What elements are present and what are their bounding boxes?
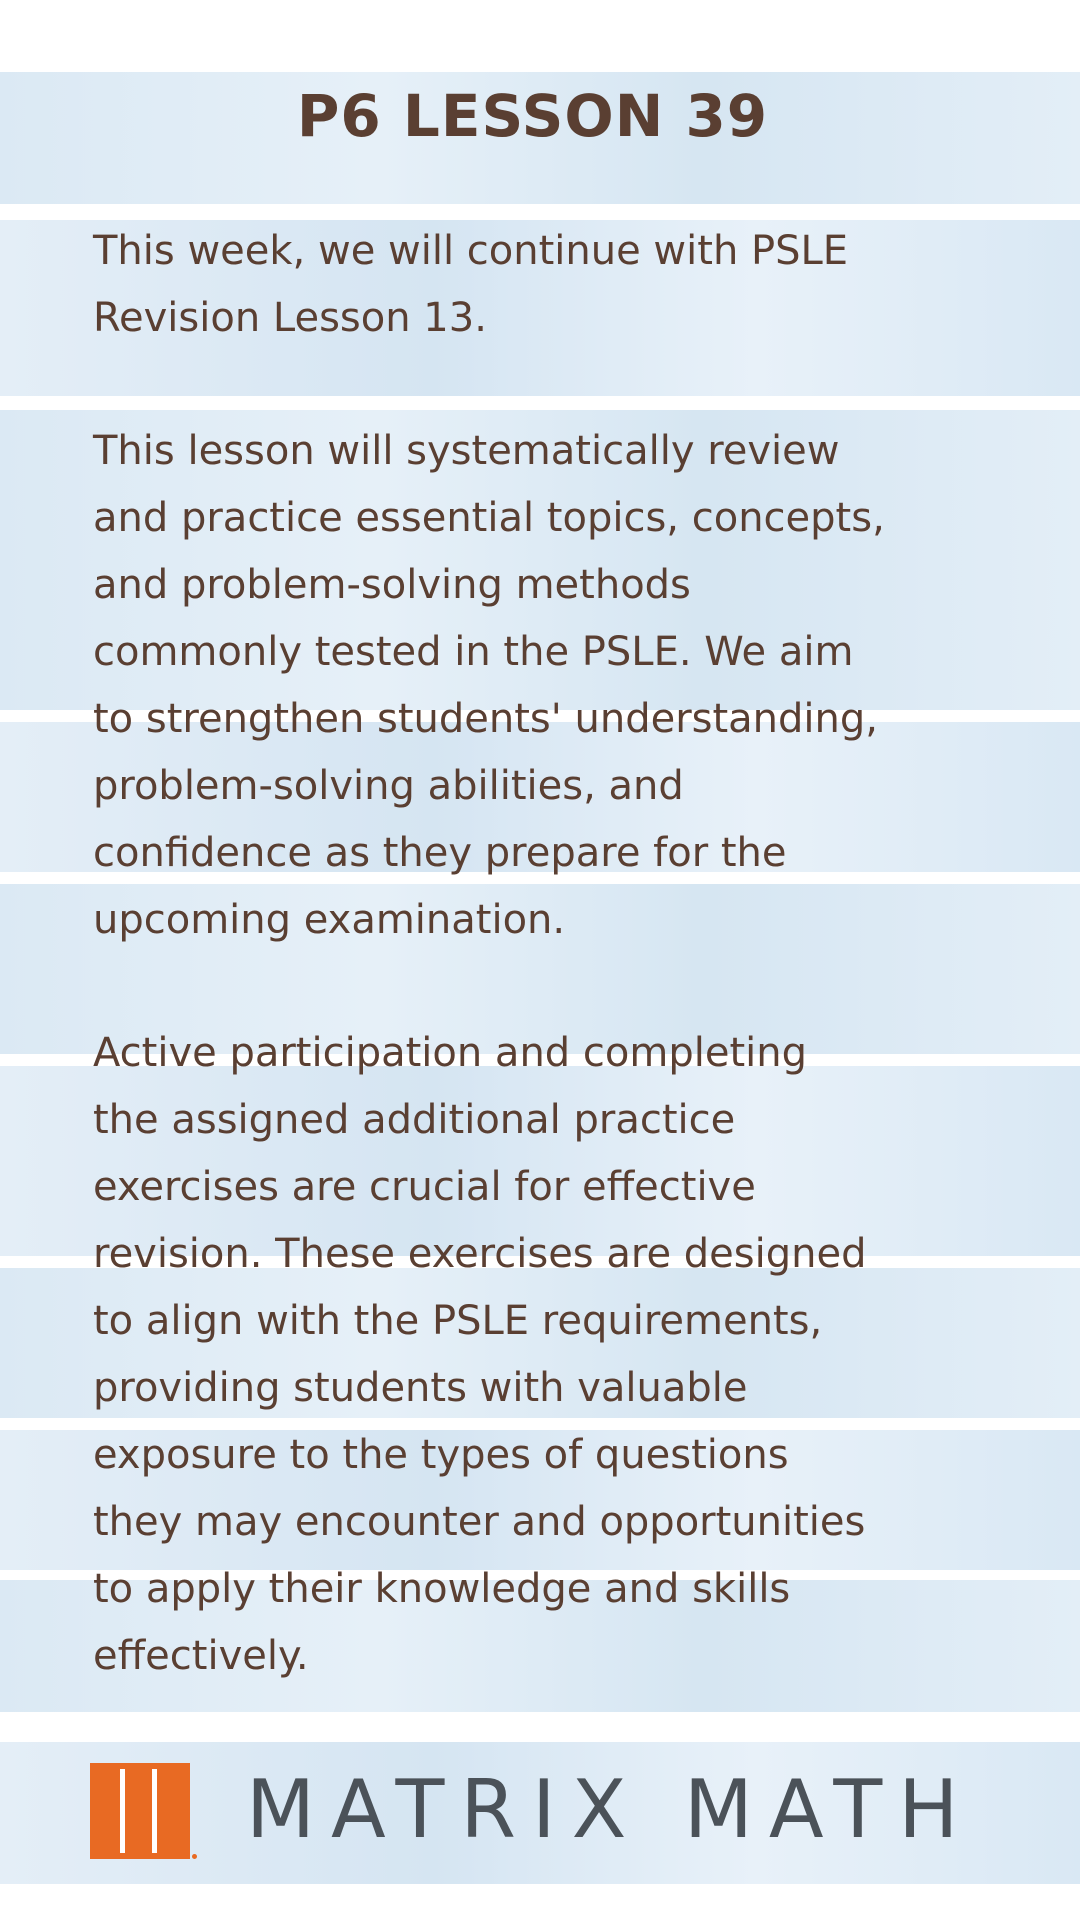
- text-line: effectively.: [93, 1633, 309, 1679]
- text-line: commonly tested in the PSLE. We aim: [93, 629, 854, 675]
- text-line: Revision Lesson 13.: [93, 295, 487, 341]
- logo-stripe: [120, 1769, 125, 1853]
- paragraph-practice-exercises: [93, 1020, 1053, 1690]
- text-line: the assigned additional practice: [93, 1097, 736, 1143]
- page-title: P6 LESSON 39: [296, 82, 769, 150]
- logo-dot: [192, 1854, 197, 1859]
- paragraph-intro: [93, 218, 1053, 352]
- text-line: to apply their knowledge and skills: [93, 1566, 791, 1612]
- text-line: exercises are crucial for effective: [93, 1164, 756, 1210]
- logo-wordmark: MATRIX MATH: [246, 1763, 975, 1856]
- paragraph-lesson-description: [93, 418, 1053, 954]
- text-line: revision. These exercises are designed: [93, 1231, 867, 1277]
- text-line: and problem-solving methods: [93, 562, 691, 608]
- text-line: exposure to the types of questions: [93, 1432, 789, 1478]
- text-line: providing students with valuable: [93, 1365, 748, 1411]
- text-line: they may encounter and opportunities: [93, 1499, 866, 1545]
- text-line: and practice essential topics, concepts,: [93, 495, 885, 541]
- logo-mark-icon: [90, 1763, 190, 1859]
- text-line: to align with the PSLE requirements,: [93, 1298, 823, 1344]
- text-line: This week, we will continue with PSLE: [93, 228, 849, 274]
- logo-stripe: [152, 1769, 157, 1853]
- text-line: to strengthen students' understanding,: [93, 696, 878, 742]
- text-line: problem-solving abilities, and: [93, 763, 684, 809]
- text-line: confidence as they prepare for the: [93, 830, 787, 876]
- text-line: This lesson will systematically review: [93, 428, 840, 474]
- text-line: upcoming examination.: [93, 897, 566, 943]
- text-line: Active participation and completing: [93, 1030, 807, 1076]
